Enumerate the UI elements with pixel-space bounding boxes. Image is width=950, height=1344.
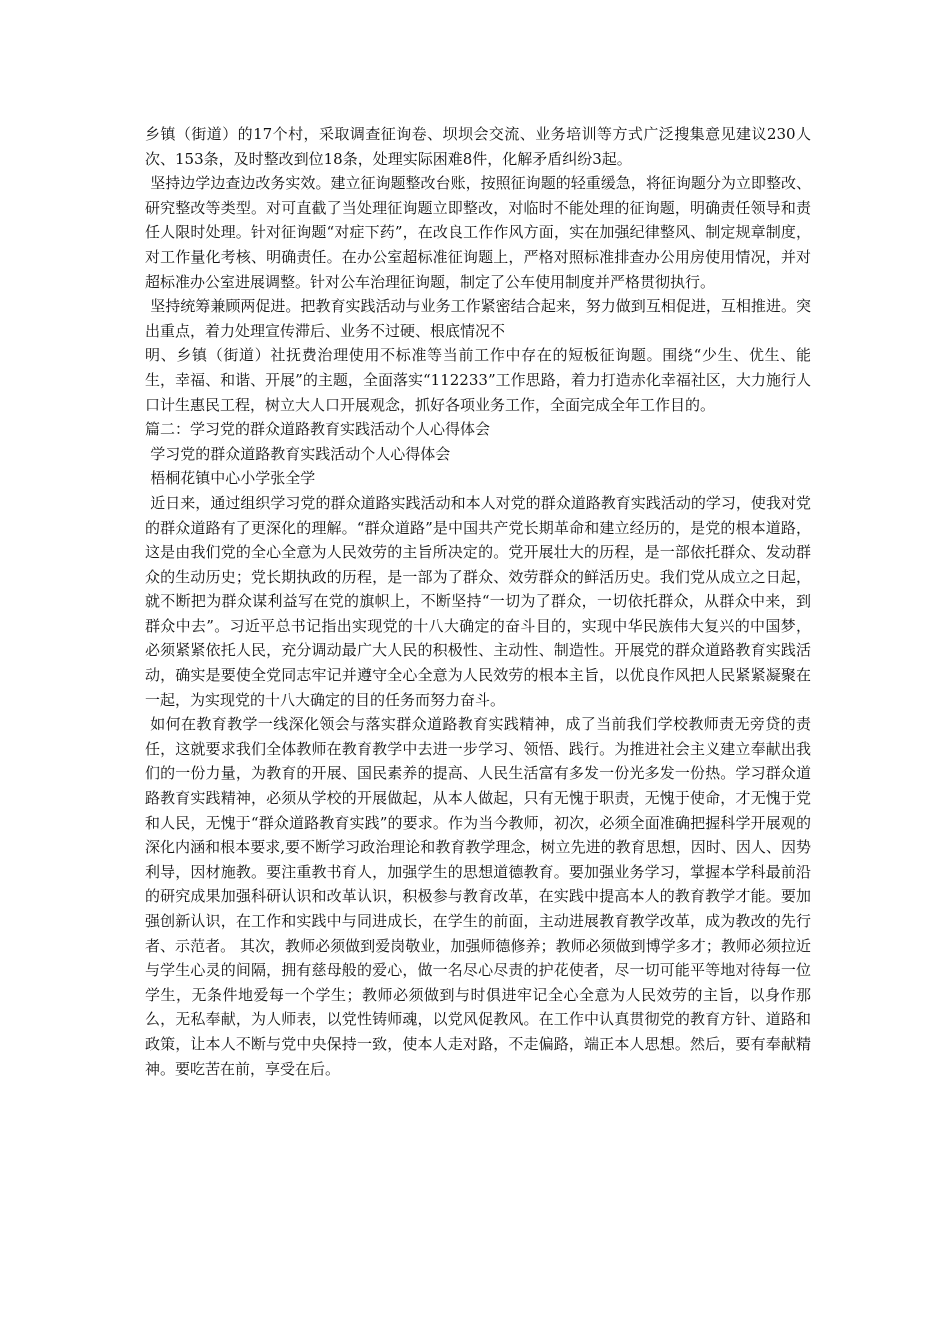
paragraph: 坚持统筹兼顾两促进。把教育实践活动与业务工作紧密结合起来，努力做到互相促进，互相推进。突出重点，着力处理宣传滞后、业务不过硬、根底情况不 [145,297,811,340]
paragraph: 乡镇（街道）的17个村，采取调查征询卷、坝坝会交流、业务培训等方式广泛搜集意见建议230人次、153条，及时整改到位18条，处理实际困难8件，化解矛盾纠纷3起。 [145,125,811,168]
document-page [145,122,811,1081]
author-line: 梧桐花镇中心小学张全学 [150,469,316,488]
paragraph: 如何在教育教学一线深化领会与落实群众道路教育实践精神，成了当前我们学校教师责无旁贷的责任，这就要求我们全体教师在教育教学中去进一步学习、领悟、践行。为推进社会主义建立奉献出我们的一份力量，为教育的开展、国民素养的提高、人民生活富有多发一份光多发一份热。学习群众道路教育实践精神，必须从学校的开展做起，从本人做起，只有无愧于职责，无愧于使命，才无愧于党和人民，无愧于“群众道路教育实践”的要求。作为当今教师，初次，必须全面准确把握科学开展观的深化内涵和根本要求,要不断学习政治理论和教育教学理念，树立先进的教育思想，因时、因人、因势利导，因材施教。要注重教书育人，加强学生的思想道德教育。要加强业务学习，掌握本学科最前沿的研究成果加强科研认识和改革认识，积极参与教育改革，在实践中提高本人的教育教学才能。要加强创新认识，在工作和实践中与同进成长，在学生的前面，主动进展教育教学改革，成为教改的先行者、示范者。 其次，教师必须做到爱岗敬业，加强师德修养；教师必须做到博学多才；教师必须拉近与学生心灵的间隔，拥有慈母般的爱心，做一名尽心尽责的护花使者，尽一切可能平等地对待每一位学生，无条件地爱每一个学生；教师必须做到与时俱进牢记全心全意为人民效劳的主旨，以身作那么，无私奉献，为人师表，以党性铸师魂，以党风促教风。在工作中认真贯彻党的教育方针、道路和政策，让本人不断与党中央保持一致，使本人走对路，不走偏路，端正本人思想。然后，要有奉献精神。要吃苦在前，享受在后。 [145,715,811,1078]
article-title: 学习党的群众道路教育实践活动个人心得体会 [150,444,451,463]
paragraph: 坚持边学边查边改务实效。建立征询题整改台账，按照征询题的轻重缓急，将征询题分为立即整改、研究整改等类型。对可直截了当处理征询题立即整改，对临时不能处理的征询题，明确责任领导和责任人限时处理。针对征询题“对症下药”，在改良工作作风方面，实在加强纪律整风、制定规章制度，对工作量化考核、明确责任。在办公室超标准征询题上，严格对照标准排查办公用房使用情况，并对超标准办公室进展调整。针对公车治理征询题，制定了公车使用制度并严格贯彻执行。 [145,174,811,291]
paragraph: 明、乡镇（街道）社抚费治理使用不标准等当前工作中存在的短板征询题。围绕“少生、优生、能生，幸福、和谐、开展”的主题，全面落实“112233”工作思路，着力打造赤化幸福社区，大力施行人口计生惠民工程，树立大人口开展观念，抓好各项业务工作，全面完成全年工作目的。 [145,346,811,414]
paragraph: 近日来，通过组织学习党的群众道路实践活动和本人对党的群众道路教育实践活动的学习，使我对党的群众道路有了更深化的理解。“群众道路”是中国共产党长期革命和建立经历的，是党的根本道路，这是由我们党的全心全意为人民效劳的主旨所决定的。党开展壮大的历程，是一部依托群众、发动群众的生动历史；党长期执政的历程，是一部为了群众、效劳群众的鲜活历史。我们党从成立之日起，就不断把为群众谋利益写在党的旗帜上，不断坚持“一切为了群众，一切依托群众，从群众中来，到群众中去”。习近平总书记指出实现党的十八大确定的奋斗目的，实现中华民族伟大复兴的中国梦，必须紧紧依托人民，充分调动最广大人民的积极性、主动性、制造性。开展党的群众道路教育实践活动，确实是要使全党同志牢记并遵守全心全意为人民效劳的根本主旨，以优良作风把人民紧紧凝聚在一起，为实现党的十八大确定的目的任务而努力奋斗。 [145,493,811,709]
section-heading: 篇二：学习党的群众道路教育实践活动个人心得体会 [145,420,491,439]
